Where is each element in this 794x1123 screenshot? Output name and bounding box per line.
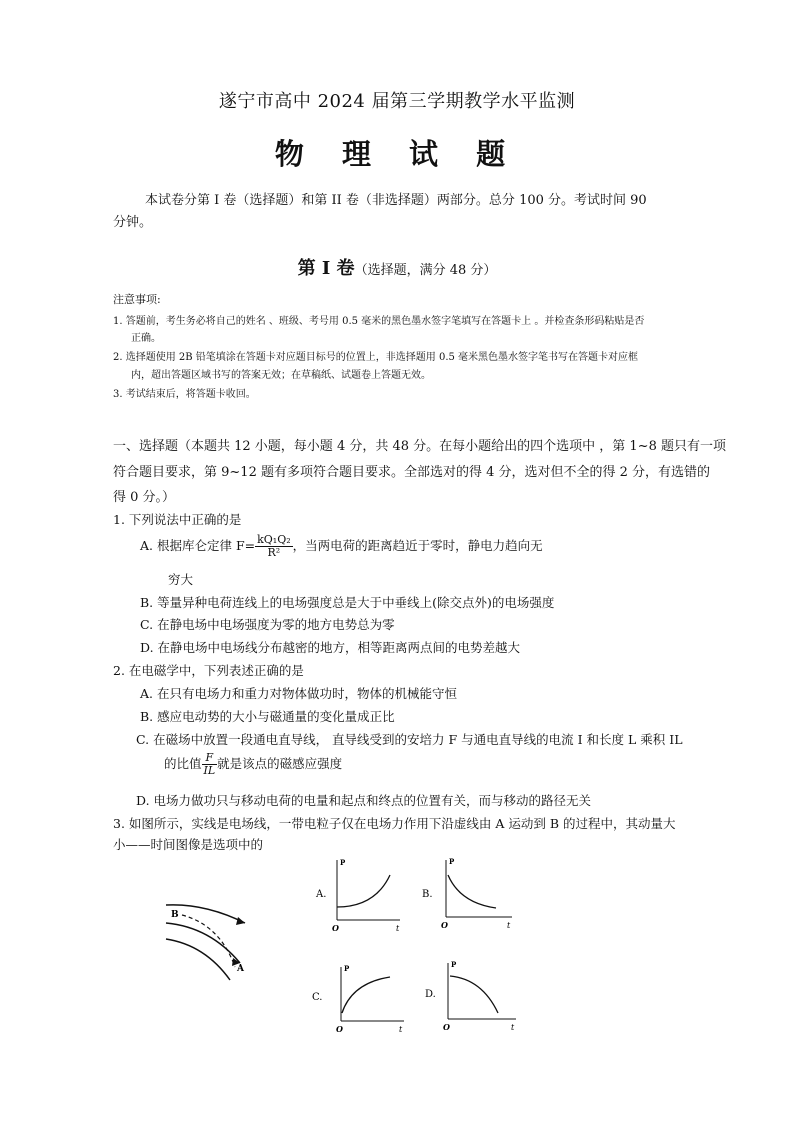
graph-b-p: P	[449, 857, 455, 866]
field-line-2	[166, 923, 240, 963]
note-1-cont: 正确。	[131, 333, 161, 344]
q2-c-prefix: 的比值	[164, 756, 202, 771]
section-heading	[0, 254, 794, 280]
note-2: 2. 选择题使用 2B 铅笔填涂在答题卡对应题目标号的位置上，非选择题用 0.5 毫米黑色墨水签字笔书写在答题卡对应框	[113, 352, 639, 363]
coulomb-fraction	[255, 534, 293, 559]
question-2-stem: 2. 在电磁学中，下列表述正确的是	[113, 663, 304, 678]
graph-d-t: t	[511, 1023, 515, 1032]
field-numerator: F	[202, 752, 218, 765]
graph-d-curve	[450, 976, 498, 1013]
question-1-option-a-cont: 穷大	[168, 572, 194, 587]
question-1-option-d: D. 在静电场中电场线分布越密的地方，相等距离两点间的电势差越大	[140, 640, 521, 655]
question-2-option-c: C. 在磁场中放置一段通电直导线， 直导线受到的安培力 F 与通电直导线的电流 I 和长度 L 乘积 IL	[136, 732, 683, 747]
question-3-stem-1: 3. 如图所示，实线是电场线，一带电粒子仅在电场力作用下沿虚线由 A 运动到 B 的过程中，其动量大	[113, 816, 676, 831]
graph-option-c[interactable]	[312, 964, 404, 1034]
intro-line-1: 本试卷分第 I 卷（选择题）和第 II 卷（非选择题）两部分。总分 100 分。考试时间 90	[145, 193, 647, 208]
graph-c-curve	[342, 977, 390, 1013]
graph-c-p: P	[344, 964, 350, 973]
graph-c-t: t	[399, 1025, 403, 1034]
part1-instructions-2: 符合题目要求，第 9~12 题有多项符合题目要求。全部选对的得 4 分，选对但不全的得 2 分，有选错的	[113, 465, 711, 480]
graph-b-curve	[448, 875, 496, 908]
question-2-option-c-cont	[164, 752, 342, 777]
coulomb-numerator: kQ₁Q₂	[257, 533, 291, 546]
graph-option-a[interactable]	[315, 858, 400, 933]
graph-option-b[interactable]	[422, 857, 512, 930]
question-3-stem-2: 小——时间图像是选项中的	[113, 837, 264, 852]
graph-b-label: B.	[422, 889, 433, 900]
point-b-label: B	[171, 910, 179, 920]
coulomb-denominator: R²	[267, 546, 281, 559]
question-1-option-b: B. 等量异种电荷连线上的电场强度总是大于中垂线上(除交点外)的电场强度	[140, 595, 555, 610]
graph-a-label: A.	[316, 889, 327, 900]
note-1: 1. 答题前，考生务必将自己的姓名 、班级、考号用 0.5 毫米的黑色墨水签字笔填写在答题卡上 。并检查条形码粘贴是否	[113, 316, 645, 327]
graph-c-label: C.	[312, 992, 323, 1003]
field-fraction	[202, 752, 218, 777]
graph-a-curve	[337, 875, 390, 907]
note-3: 3. 考试结束后，将答题卡收回。	[113, 389, 256, 400]
graph-a-origin: O	[332, 923, 339, 933]
exam-header: 遂宁市高中 2024 届第三学期教学水平监测	[218, 91, 576, 112]
graph-d-origin: O	[443, 1022, 450, 1032]
graph-b-t: t	[507, 921, 511, 930]
part1-instructions-1: 一、选择题（本题共 12 小题，每小题 4 分，共 48 分。在每小题给出的四个选项中 ，第 1~8 题只有一项	[113, 439, 726, 454]
note-2-cont: 内，超出答题区域书写的答案无效；在草稿纸、试题卷上答题无效。	[131, 370, 431, 381]
graph-a-p: P	[340, 858, 346, 867]
q1-a-prefix: A. 根据库仑定律 F=	[140, 538, 256, 553]
question-1-stem: 1. 下列说法中正确的是	[113, 512, 242, 527]
section-heading-main: 第 Ⅰ 卷	[297, 258, 355, 279]
section-heading-sub: （选择题，满分 48 分）	[354, 263, 497, 278]
q1-a-suffix: ，当两电荷的距离趋近于零时，静电力趋向无	[292, 538, 543, 553]
q2-c-suffix: 就是该点的磁感应强度	[217, 756, 343, 771]
graph-option-d[interactable]	[425, 960, 516, 1032]
question-2-option-a: A. 在只有电场力和重力对物体做功时，物体的机械能守恒	[140, 686, 457, 701]
field-arrow-1	[236, 917, 245, 925]
field-line-3	[166, 939, 230, 980]
part1-instructions-3: 得 0 分。）	[113, 490, 176, 505]
question-1-option-c: C. 在静电场中电场强度为零的地方电势总为零	[140, 617, 395, 632]
intro-line-2: 分钟。	[113, 215, 153, 230]
graph-c-origin: O	[336, 1024, 343, 1034]
notes-heading: 注意事项:	[113, 293, 161, 306]
question-2-option-b: B. 感应电动势的大小与磁通量的变化量成正比	[140, 709, 395, 724]
graph-b-origin: O	[441, 920, 448, 930]
question-1-option-a	[140, 534, 543, 559]
page-title: 物 理 试 题	[274, 137, 520, 171]
particle-path	[182, 915, 235, 967]
question-2-option-d: D. 电场力做功只与移动电荷的电量和起点和终点的位置有关，而与移动的路径无关	[136, 793, 592, 808]
momentum-time-graphs	[300, 855, 540, 1045]
graph-d-label: D.	[425, 989, 436, 1000]
graph-d-p: P	[451, 960, 457, 969]
graph-a-t: t	[396, 924, 400, 933]
field-denominator: IL	[203, 764, 216, 777]
point-a-label: A	[237, 964, 244, 974]
electric-field-diagram	[160, 895, 260, 985]
